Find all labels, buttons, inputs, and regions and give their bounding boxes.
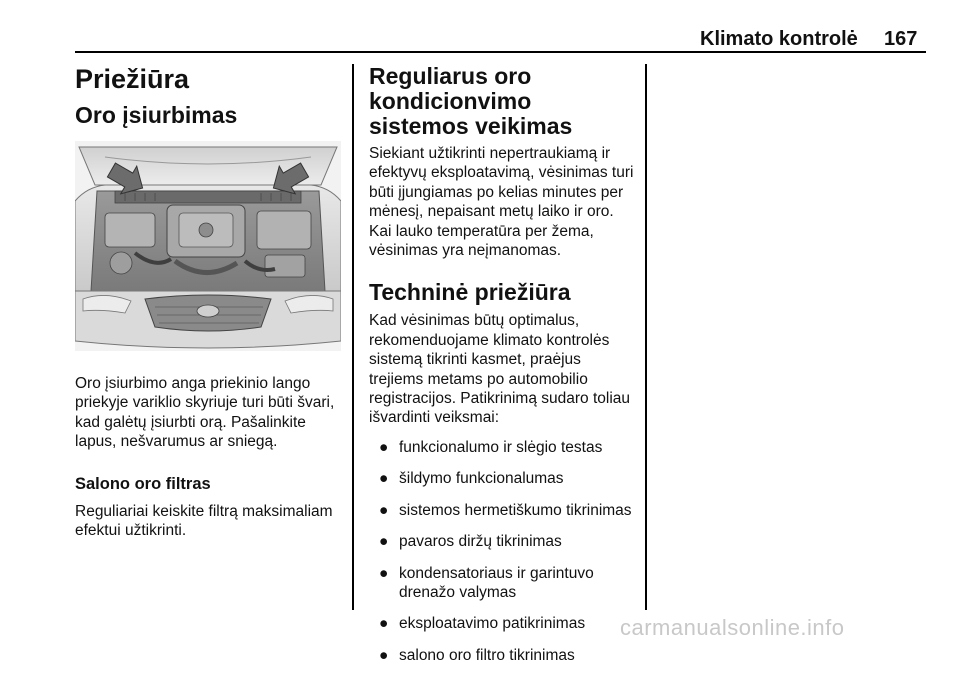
- column-divider: [645, 64, 647, 610]
- engine-bay-illustration: [75, 141, 341, 351]
- section-title-maintenance: Techninė priežiūra: [369, 279, 571, 306]
- maintenance-checklist: [369, 438, 637, 665]
- bullet-icon: ●: [379, 646, 389, 664]
- bullet-icon: ●: [379, 470, 389, 488]
- list-item: ● salono oro filtro tikrinimas: [379, 646, 575, 664]
- left-column: [75, 63, 345, 540]
- list-item: ● kondensatoriaus ir garintuvo drenažo valymas: [379, 564, 594, 601]
- bullet-icon: ●: [379, 564, 389, 582]
- list-item: ● funkcionalumo ir slėgio testas: [379, 438, 603, 456]
- list-item: ● sistemos hermetiškumo tikrinimas: [379, 501, 632, 519]
- watermark: carmanualsonline.info: [620, 615, 845, 640]
- bullet-icon: ●: [379, 533, 389, 551]
- header-rule: [75, 51, 926, 53]
- chapter-title: Priežiūra: [75, 64, 190, 94]
- bullet-icon: ●: [379, 501, 389, 519]
- middle-column: [369, 64, 637, 677]
- bullet-icon: ●: [379, 438, 389, 456]
- page-number: 167: [884, 28, 918, 50]
- list-item: ● pavaros diržų tikrinimas: [379, 533, 562, 551]
- section-title-air-intake: Oro įsiurbimas: [75, 102, 238, 128]
- list-item: ● šildymo funkcionalumas: [379, 470, 564, 488]
- subsection-title-cabin-filter: Salono oro filtras: [75, 474, 211, 493]
- regular-operation-paragraph: Siekiant užtikrinti nepertraukiamą ir efektyvų eksploatavimą, vėsinimas turi būti įjungiamas po kelias minutes per mėnesį, nepaisant metų laiko ir oro. Kai lauko temperatūra per žema, vėsinimas yra neįmanomas.: [369, 145, 634, 260]
- header-title: Klimato kontrolė: [700, 28, 858, 50]
- air-intake-paragraph: Oro įsiurbimo anga priekinio lango priekyje variklio skyriuje turi būti švari, kad galėtų įsiurbti orą. Pašalinkite lapus, nešvarumus ar sniegą.: [75, 375, 335, 451]
- bullet-icon: ●: [379, 615, 389, 633]
- list-item: ● eksploatavimo patikrinimas: [379, 615, 586, 633]
- column-divider: [352, 64, 354, 610]
- maintenance-paragraph: Kad vėsinimas būtų optimalus, rekomenduojame klimato kontrolės sistemą tikrinti kasmet, praėjus trejiems metams po automobilio registracijos. Patikrinimą sudaro toliau išvardinti veiksmai:: [369, 312, 631, 427]
- cabin-filter-paragraph: Reguliariai keiskite filtrą maksimaliam efektui užtikrinti.: [75, 502, 333, 540]
- section-title-regular-operation: Reguliarus oro kondicionvimo sistemos veikimas: [369, 63, 573, 139]
